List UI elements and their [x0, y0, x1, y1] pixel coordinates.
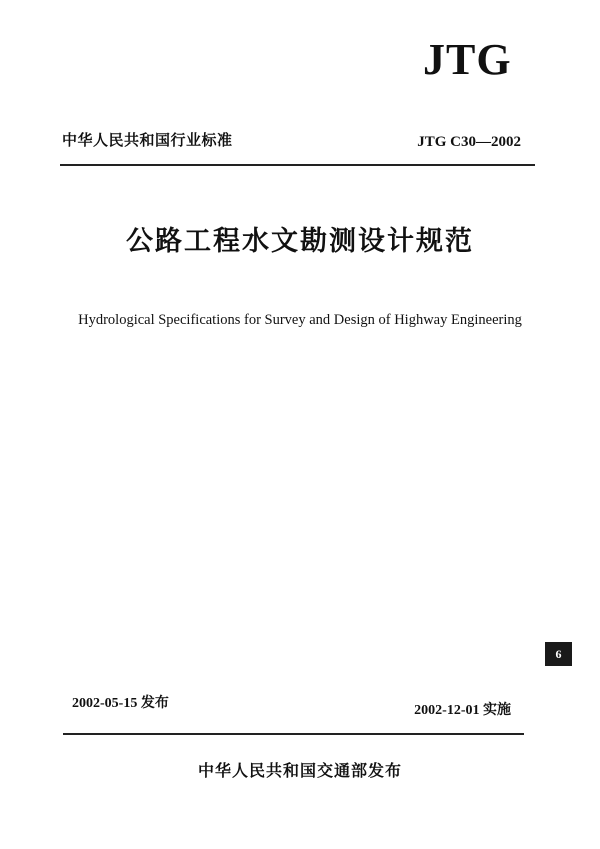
- footer-divider: [63, 733, 524, 735]
- publisher: 中华人民共和国交通部发布: [197, 761, 402, 780]
- standard-category: 中华人民共和国行业标准: [62, 131, 233, 149]
- english-title: Hydrological Specifications for Survey and Design of Highway Engineering: [78, 312, 522, 328]
- jtg-logo: JTG: [423, 35, 512, 84]
- page-number-badge: 6: [545, 642, 572, 666]
- chinese-title: 公路工程水文勘测设计规范: [126, 226, 474, 257]
- standard-code: JTG C30—2002: [417, 134, 521, 150]
- header-divider: [60, 164, 535, 166]
- implementation-date: 2002-12-01 实施: [414, 703, 511, 718]
- issue-date: 2002-05-15 发布: [72, 696, 169, 711]
